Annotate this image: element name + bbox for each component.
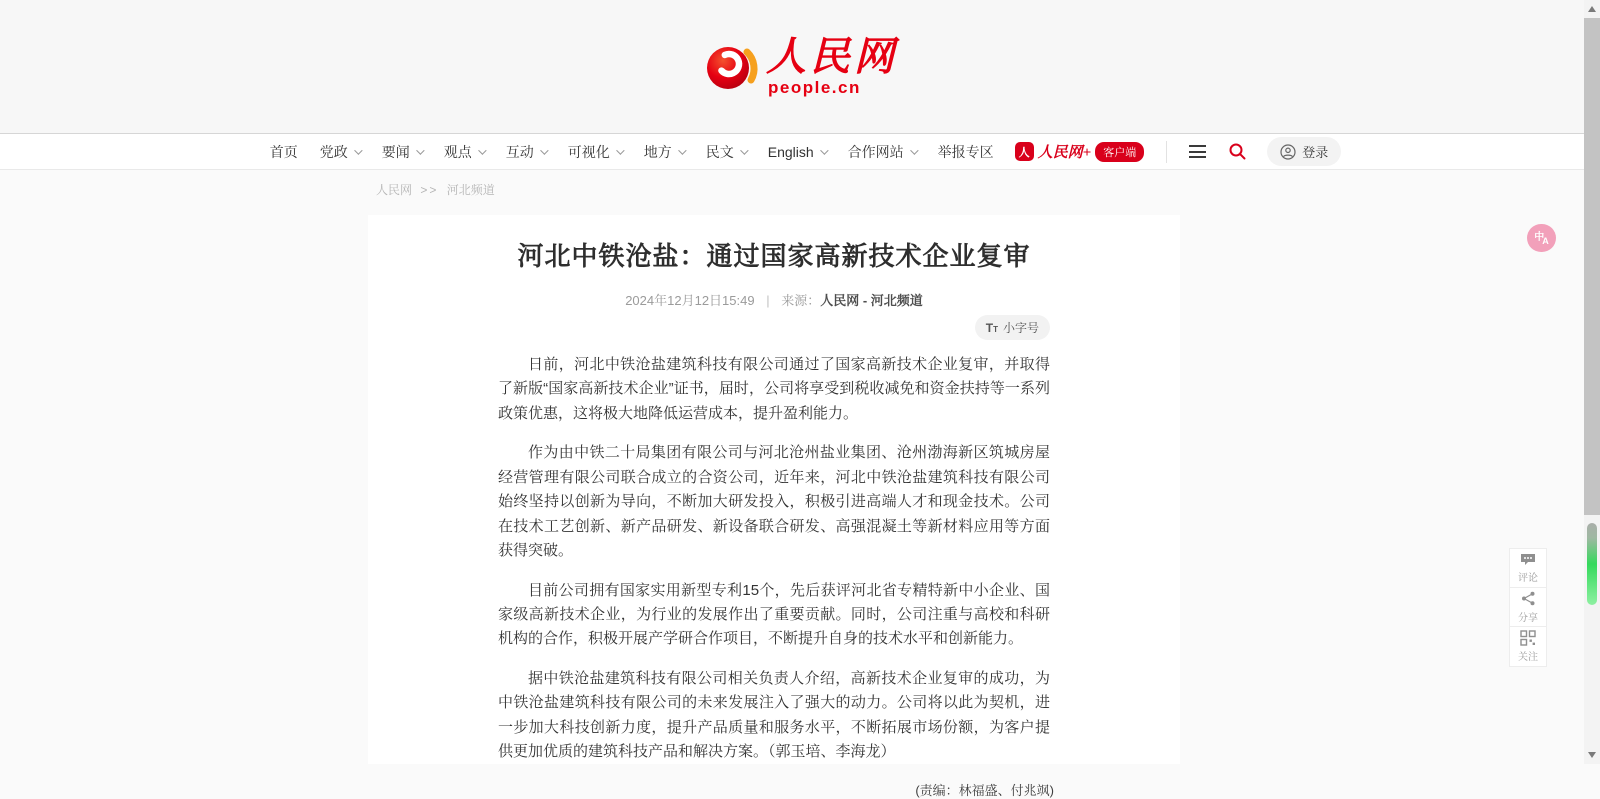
scroll-up-arrow-icon[interactable] <box>1588 6 1596 12</box>
comment-button[interactable] <box>1510 549 1546 588</box>
chevron-down-icon <box>678 146 686 154</box>
chevron-down-icon <box>820 146 828 154</box>
nav-label: 举报专区 <box>937 143 994 160</box>
nav-item-interaction[interactable] <box>495 134 557 169</box>
chevron-down-icon <box>616 146 624 154</box>
comment-icon <box>1520 553 1536 566</box>
nav-label: 观点 <box>443 143 472 160</box>
share-icon <box>1521 591 1536 606</box>
article-paragraph-4: 据中铁沧盐建筑科技有限公司相关负责人介绍，高新技术企业复审的成功，为中铁沧盐建筑科技有限公司的未来发展注入了强大的动力。公司将以此为契机，进一步加大科技创新力度，提升产品质量和服务水平，不断拓展市场份额，为客户提供更加优质的建筑科技产品和解决方案。（郭玉培、李海龙） <box>498 669 1050 761</box>
breadcrumb-site-link[interactable]: 人民网 <box>376 183 413 197</box>
nav-label: 地方 <box>643 143 672 160</box>
article-body <box>498 353 1050 765</box>
search-button[interactable] <box>1216 138 1259 165</box>
site-logo[interactable] <box>702 34 898 97</box>
login-label: 登录 <box>1302 145 1329 160</box>
scroll-progress-indicator <box>1587 523 1597 605</box>
nav-item-party-politics[interactable] <box>309 134 371 169</box>
nav-label: 要闻 <box>381 143 410 160</box>
app-client-badge[interactable] <box>1015 141 1145 162</box>
share-label: 分享 <box>1518 612 1538 624</box>
logo-text <box>766 34 898 97</box>
article-paragraph-3: 目前公司拥有国家实用新型专利15个，先后获评河北省专精特新中小企业、国家级高新技术企业，为行业的发展作出了重要贡献。同时，公司注重与高校和科研机构的合作，积极开展产学研合作项目，不断提升自身的技术水平和创新能力。 <box>498 581 1050 648</box>
editor-note: (责编：林福盛、付兆飒) <box>915 782 1054 798</box>
comment-label: 评论 <box>1518 572 1538 584</box>
font-size-label: 小字号 <box>1002 321 1039 335</box>
nav-label: 可视化 <box>567 143 610 160</box>
source-link[interactable]: 人民网 - 河北频道 <box>820 293 923 308</box>
nav-item-local[interactable] <box>633 134 695 169</box>
app-client-pill: 客户端 <box>1095 142 1144 162</box>
article-card <box>368 215 1180 798</box>
menu-icon[interactable] <box>1179 139 1216 164</box>
nav-label: 首页 <box>269 143 298 160</box>
follow-label: 关注 <box>1518 651 1538 663</box>
article-toolbar <box>498 315 1050 340</box>
main-nav <box>0 133 1600 170</box>
source-label: 来源： <box>781 293 821 308</box>
article-meta <box>368 290 1180 309</box>
nav-item-opinions[interactable] <box>433 134 495 169</box>
scroll-down-arrow-icon[interactable] <box>1588 752 1596 758</box>
nav-label: 民文 <box>705 143 734 160</box>
breadcrumb-channel-link[interactable]: 河北频道 <box>446 183 495 197</box>
nav-label: English <box>767 143 814 160</box>
chevron-down-icon <box>416 146 424 154</box>
nav-label: 党政 <box>319 143 348 160</box>
logo-mark-icon <box>702 39 758 95</box>
meta-separator: | <box>766 293 770 308</box>
scrollbar[interactable] <box>1584 0 1600 764</box>
logo-chinese-name: 人民网 <box>766 34 898 79</box>
article-paragraph-2: 作为由中铁二十局集团有限公司与河北沧州盐业集团、沧州渤海新区筑城房屋经营管理有限公司联合成立的合资公司，近年来，河北中铁沧盐建筑科技有限公司始终坚持以创新为导向，不断加大研发投入，积极引进高端人才和现金技术。公司在技术工艺创新、新产品研发、新设备联合研发、高强混凝土等新材料应用等方面获得突破。 <box>498 444 1050 560</box>
breadcrumb-separator: >> <box>420 183 439 197</box>
chevron-down-icon <box>354 146 362 154</box>
share-button[interactable] <box>1510 588 1546 627</box>
chevron-down-icon <box>540 146 548 154</box>
font-size-button[interactable] <box>975 315 1050 340</box>
qrcode-icon <box>1521 631 1535 645</box>
chevron-down-icon <box>910 146 918 154</box>
article-datetime: 2024年12月12日15:49 <box>625 293 755 308</box>
nav-label: 互动 <box>505 143 534 160</box>
nav-item-visualization[interactable] <box>557 134 633 169</box>
follow-button[interactable] <box>1510 627 1546 666</box>
translate-icon: 中 <box>1534 231 1545 243</box>
breadcrumb <box>376 181 495 198</box>
nav-item-report-zone[interactable] <box>927 134 1005 169</box>
nav-item-headlines[interactable] <box>371 134 433 169</box>
app-brand-text: 人民网+ <box>1037 145 1092 161</box>
chevron-down-icon <box>478 146 486 154</box>
nav-item-minority-languages[interactable] <box>695 134 757 169</box>
chevron-down-icon <box>740 146 748 154</box>
nav-label: 合作网站 <box>847 143 904 160</box>
translate-button[interactable]: 中 A <box>1527 224 1556 252</box>
nav-item-english[interactable] <box>757 134 837 169</box>
nav-divider <box>1166 141 1167 163</box>
search-icon <box>1228 142 1247 161</box>
article-paragraph-1: 日前，河北中铁沧盐建筑科技有限公司通过了国家高新技术企业复审，并取得了新版“国家高新技术企业”证书，届时，公司将享受到税收减免和资金扶持等一系列政策优惠，这将极大地降低运营成本，提升盈利能力。 <box>498 356 1050 422</box>
font-size-icon: TT <box>985 320 998 335</box>
article-title: 河北中铁沧盐：通过国家高新技术企业复审 <box>517 241 1031 271</box>
scrollbar-thumb[interactable] <box>1584 18 1600 515</box>
user-icon <box>1280 144 1296 160</box>
nav-item-home[interactable] <box>259 134 309 169</box>
login-button[interactable] <box>1267 137 1341 166</box>
app-logo-icon: 人 <box>1015 142 1034 161</box>
side-tools-panel <box>1509 548 1547 667</box>
nav-item-partner-sites[interactable] <box>837 134 927 169</box>
logo-domain: people.cn <box>768 78 861 97</box>
site-header <box>0 0 1600 133</box>
